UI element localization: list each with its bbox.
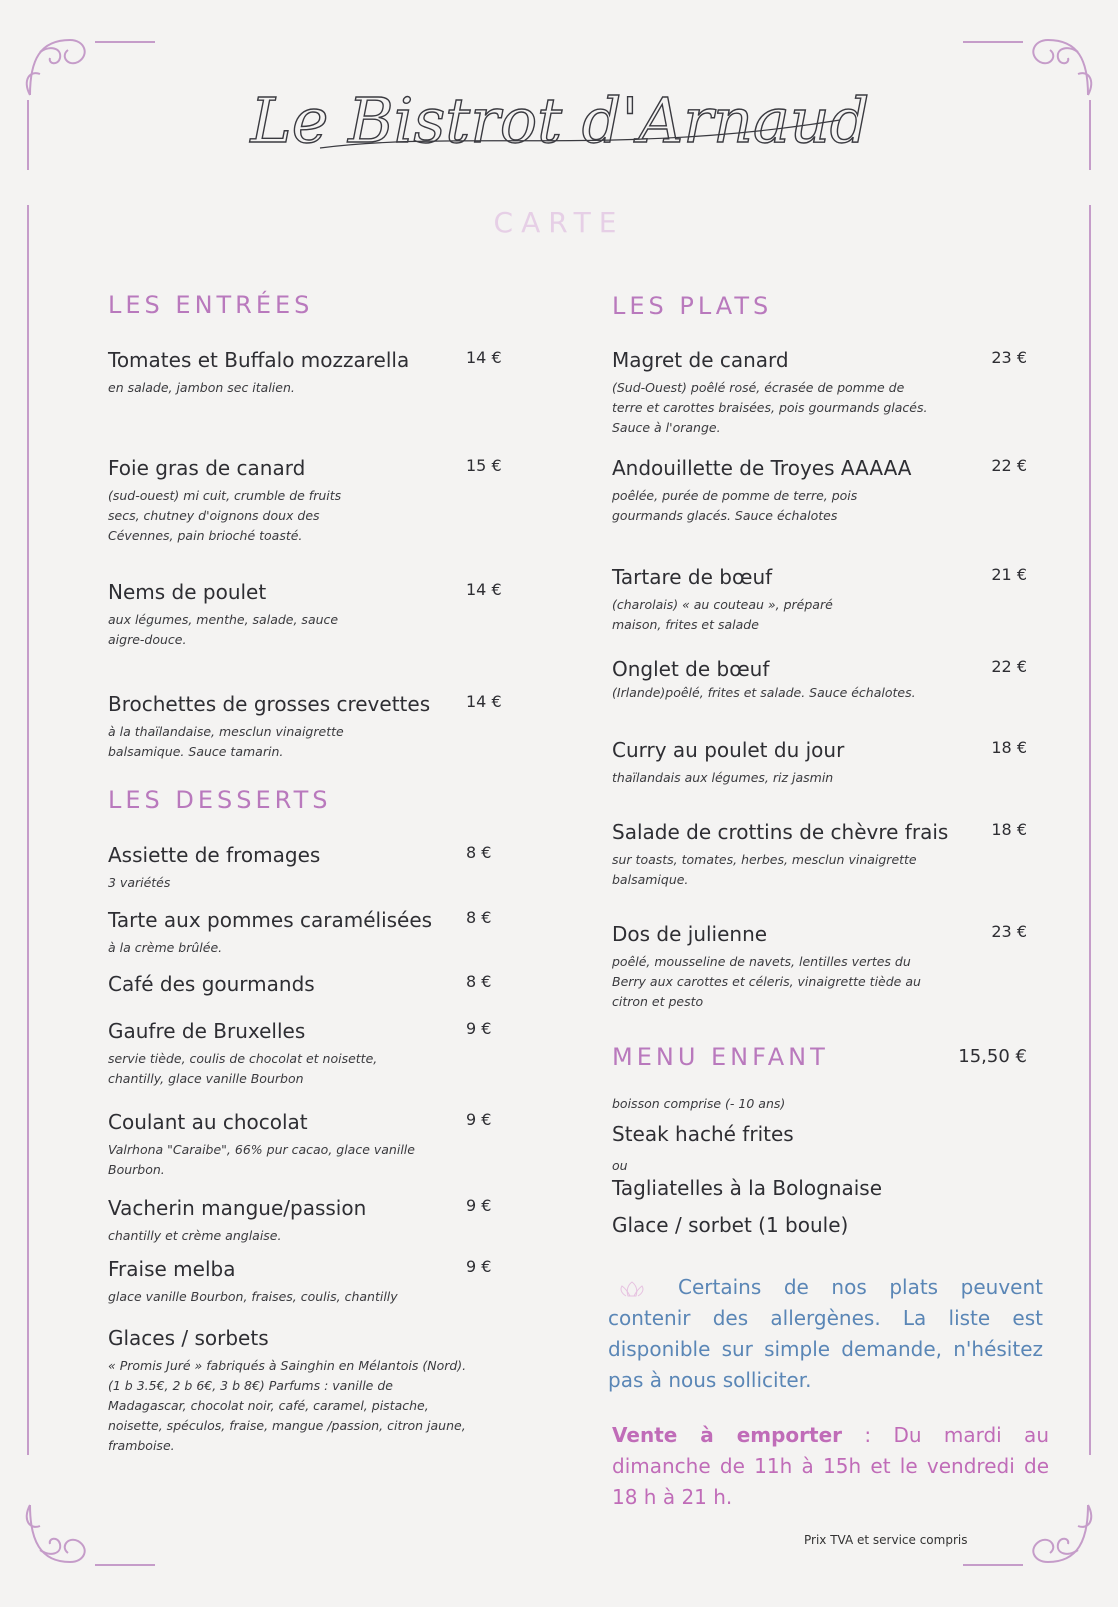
item-name: Glaces / sorbets — [108, 1326, 269, 1350]
item-name: Dos de julienne — [612, 922, 768, 946]
menu-enfant-title: MENU ENFANT — [612, 1043, 829, 1071]
item-name: Salade de crottins de chèvre frais — [612, 820, 949, 844]
item-desc: glace vanille Bourbon, fraises, coulis, chantilly — [108, 1289, 398, 1304]
item-name: Tomates et Buffalo mozzarella — [108, 348, 410, 372]
menu-item — [612, 738, 1027, 788]
menu-item — [612, 456, 1027, 526]
item-name: Coulant au chocolat — [108, 1110, 308, 1134]
takeaway-hours: : Du mardi au dimanche de 11h à 15h et le vendredi de 18 h à 21 h. — [612, 1423, 1049, 1509]
item-name: Foie gras de canard — [108, 456, 306, 480]
menu-item — [108, 1257, 508, 1307]
item-price: 9 € — [466, 1110, 492, 1129]
menu-enfant-price: 15,50 € — [958, 1046, 1027, 1067]
item-price: 14 € — [466, 580, 502, 599]
menu-item — [108, 1019, 508, 1089]
menu-item — [108, 1326, 508, 1456]
menu-enfant-line: Steak haché frites — [612, 1122, 794, 1146]
item-name: Fraise melba — [108, 1257, 236, 1281]
item-desc: Valrhona "Caraibe", 66% pur cacao, glace vanille Bourbon. — [108, 1142, 415, 1177]
allergen-notice — [608, 1272, 1043, 1396]
item-price: 22 € — [991, 456, 1027, 475]
item-price: 15 € — [466, 456, 502, 475]
item-desc: (Sud-Ouest) poêlé rosé, écrasée de pomme de terre et carottes braisées, pois gourmands glacés. Sauce à l'orange. — [612, 380, 928, 435]
entrees-title: LES ENTRÉES — [108, 291, 314, 319]
menu-item — [612, 348, 1027, 438]
item-desc: en salade, jambon sec italien. — [108, 380, 295, 395]
menu-item — [108, 908, 508, 958]
item-desc: thaïlandais aux légumes, riz jasmin — [612, 770, 834, 785]
item-name: Gaufre de Bruxelles — [108, 1019, 306, 1043]
item-desc: (Irlande)poêlé, frites et salade. Sauce échalotes. — [612, 685, 916, 700]
item-price: 8 € — [466, 972, 492, 991]
menu-enfant-line: Tagliatelles à la Bolognaise — [612, 1176, 883, 1200]
item-price: 14 € — [466, 348, 502, 367]
svg-text:Le Bistrot d'Arnaud: Le Bistrot d'Arnaud — [250, 84, 870, 157]
menu-item — [108, 1110, 508, 1180]
item-desc: (charolais) « au couteau », préparé maison, frites et salade — [612, 597, 833, 632]
item-price: 9 € — [466, 1019, 492, 1038]
item-desc: à la thaïlandaise, mesclun vinaigrette balsamique. Sauce tamarin. — [108, 724, 344, 759]
menu-item — [108, 692, 508, 762]
menu-item — [108, 1196, 508, 1246]
footer-note: Prix TVA et service compris — [804, 1533, 968, 1547]
menu-enfant-or: ou — [612, 1158, 628, 1173]
item-name: Onglet de bœuf — [612, 657, 770, 681]
desserts-title: LES DESSERTS — [108, 786, 332, 814]
item-price: 18 € — [991, 738, 1027, 757]
menu-item — [108, 843, 508, 893]
menu-enfant-line: Glace / sorbet (1 boule) — [612, 1213, 849, 1237]
menu-item — [612, 820, 1027, 890]
item-desc: aux légumes, menthe, salade, sauce aigre-douce. — [108, 612, 339, 647]
item-name: Assiette de fromages — [108, 843, 321, 867]
menu-item — [108, 456, 508, 546]
allergen-text: Certains de nos plats peuvent contenir des allergènes. La liste est disponible sur simple demande, n'hésitez pas à nous solliciter. — [608, 1275, 1043, 1392]
item-desc: sur toasts, tomates, herbes, mesclun vinaigrette balsamique. — [612, 852, 917, 887]
menu-item — [612, 922, 1027, 1012]
takeaway-label: Vente à emporter — [612, 1423, 843, 1447]
item-desc: poêlé, mousseline de navets, lentilles vertes du Berry aux carottes et céleris, vinaigrette tiède au citron et pesto — [612, 954, 921, 1009]
menu-enfant-note: boisson comprise (- 10 ans) — [612, 1096, 786, 1111]
menu-title: CARTE — [493, 206, 625, 239]
item-name: Andouillette de Troyes AAAAA — [612, 456, 912, 480]
item-name: Brochettes de grosses crevettes — [108, 692, 431, 716]
item-desc: servie tiède, coulis de chocolat et noisette, chantilly, glace vanille Bourbon — [108, 1051, 378, 1086]
item-desc: « Promis Juré » fabriqués à Sainghin en Mélantois (Nord). (1 b 3.5€, 2 b 6€, 3 b 8€) Parfums : vanille de Madagascar, chocolat noir, café, caramel, pistache, noisette, spéculos, fraise, mangue /passion, citron jaune, framboise. — [108, 1358, 467, 1453]
item-price: 9 € — [466, 1196, 492, 1215]
item-name: Tarte aux pommes caramélisées — [108, 908, 433, 932]
item-name: Magret de canard — [612, 348, 789, 372]
takeaway-notice — [612, 1420, 1049, 1513]
item-name: Nems de poulet — [108, 580, 267, 604]
item-desc: chantilly et crème anglaise. — [108, 1228, 282, 1243]
item-price: 18 € — [991, 820, 1027, 839]
item-desc: à la crème brûlée. — [108, 940, 223, 955]
lotus-icon — [608, 1280, 678, 1298]
item-desc: 3 variétés — [108, 875, 171, 890]
left-column — [108, 0, 508, 1607]
item-price: 23 € — [991, 922, 1027, 941]
menu-item — [612, 565, 1027, 635]
item-price: 8 € — [466, 908, 492, 927]
menu-item — [108, 348, 508, 398]
item-price: 21 € — [991, 565, 1027, 584]
item-price: 23 € — [991, 348, 1027, 367]
item-name: Vacherin mangue/passion — [108, 1196, 367, 1220]
item-desc: (sud-ouest) mi cuit, crumble de fruits secs, chutney d'oignons doux des Cévennes, pain brioché toasté. — [108, 488, 342, 543]
item-price: 14 € — [466, 692, 502, 711]
item-desc: poêlée, purée de pomme de terre, pois gourmands glacés. Sauce échalotes — [612, 488, 858, 523]
item-price: 9 € — [466, 1257, 492, 1276]
item-name: Café des gourmands — [108, 972, 315, 996]
menu-item — [612, 657, 1027, 703]
menu-item — [108, 972, 508, 996]
menu-item — [108, 580, 508, 650]
item-price: 8 € — [466, 843, 492, 862]
plats-title: LES PLATS — [612, 292, 773, 320]
item-name: Curry au poulet du jour — [612, 738, 845, 762]
item-price: 22 € — [991, 657, 1027, 676]
item-name: Tartare de bœuf — [612, 565, 773, 589]
